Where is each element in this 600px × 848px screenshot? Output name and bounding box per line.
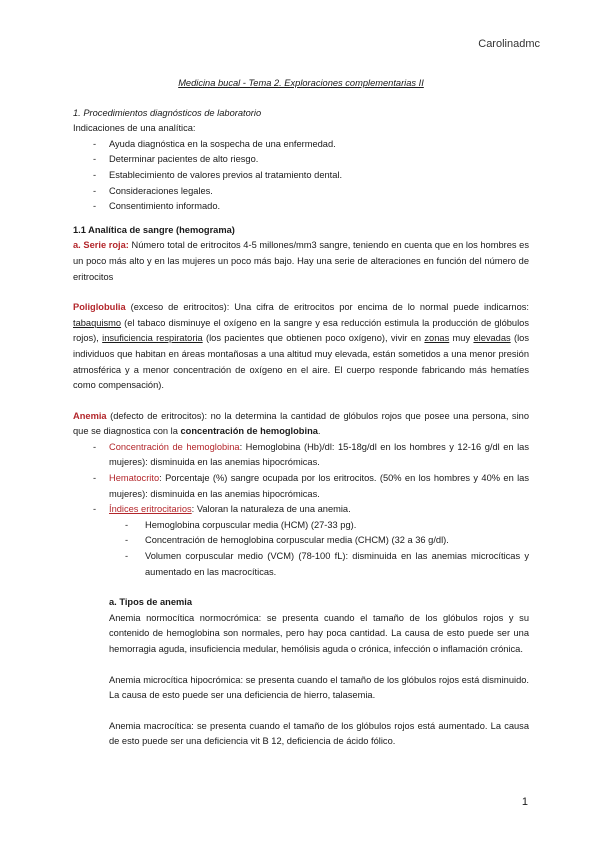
list-item: - Concentración de hemoglobina corpuscular media (CHCM) (32 a 36 g/dl). — [125, 533, 529, 549]
section-1-intro: Indicaciones de una analítica: — [73, 123, 196, 134]
param-text: : Hemoglobina (Hb)/dl: 15-18g/dl en los hombres y 12-16 g/dl en las mujeres): disminuida en las anemias hipocrómicas. — [109, 441, 529, 468]
param-label: Índices eritrocitarios — [109, 504, 192, 515]
author-header: Carolinadmc — [478, 38, 540, 50]
list-item — [93, 502, 529, 580]
anemia-text: (defecto de eritrocitos): no la determina la cantidad de glóbulos rojos que posee una persona, sino que se diagnostica con la — [73, 410, 529, 437]
serie-roja-label: a. Serie roja: — [73, 240, 129, 251]
list-item: - Determinar pacientes de alto riesgo. — [93, 152, 529, 168]
underlined-term: insuficiencia respiratoria — [102, 333, 203, 344]
underlined-term: elevadas — [473, 333, 511, 344]
param-text: : Porcentaje (%) sangre ocupada por los eritrocitos. (50% en los hombres y 40% en las mujeres): disminuida en las anemias hipocrómicas. — [109, 473, 529, 499]
indications-list — [73, 137, 529, 215]
anemia-paragraph — [73, 409, 529, 440]
anemia-microcitica-paragraph: Anemia microcítica hipocrómica: se presenta cuando el tamaño de los glóbulos rojos está disminuido. La causa de esto puede ser una deficiencia de hierro, talasemia. — [109, 674, 529, 701]
anemia-text: . — [317, 426, 321, 437]
section-1-number: 1 — [73, 107, 79, 118]
poliglobulia-text: (los individuos que habitan en áreas montañosas a una altitud muy elevada, están sometidos a una menor presión atmosférica y a menor concentración de oxígeno en el aire. El cuerpo responde fabricando más hematíes como compensación). — [73, 333, 529, 391]
page-number: 1 — [521, 796, 528, 808]
page-content — [73, 76, 529, 750]
serie-roja-text: Número total de eritrocitos 4-5 millones/mm3 sangre, teniendo en cuenta que en los hombres es un poco más alto y en las mujeres un poco más bajo. Hay una serie de alteraciones en función del número de eritrocitos — [73, 240, 530, 282]
list-item: - Consentimiento informado. — [93, 199, 529, 215]
poliglobulia-term: Poliglobulia — [73, 302, 126, 313]
section-1-title-text: . Procedimientos diagnósticos de laboratorio — [78, 107, 262, 118]
anemia-normocitica-paragraph: Anemia normocítica normocrómica: se presenta cuando el tamaño de los glóbulos rojos y su contenido de hemoglobina son normales, pero hay poca cantidad. La causa de esto puede ser una hemorragia aguda, insuficiencia medular, hemólisis aguda o crónica, infección o inflamación crónica. — [109, 612, 529, 654]
tipos-anemia-section — [73, 595, 529, 750]
document-title: Medicina bucal - Tema 2. Exploraciones complementarias II — [178, 78, 424, 88]
poliglobulia-text: muy — [449, 333, 474, 344]
poliglobulia-paragraph — [73, 300, 529, 394]
poliglobulia-text: (exceso de eritrocitos): Una cifra de eritrocitos por encima de lo normal puede indicarnos: — [125, 302, 529, 313]
list-item: - Volumen corpuscular medio (VCM) (78-100 fL): disminuida en las anemias microcíticas y aumentado en las macrocíticas. — [125, 549, 529, 580]
underlined-term: tabaquismo — [73, 317, 122, 328]
tipos-anemia-title: a. Tipos de anemia — [109, 597, 193, 608]
anemia-bold-term: concentración de hemoglobina — [180, 426, 318, 437]
param-label: Hematocrito — [109, 473, 160, 484]
param-text: : Valoran la naturaleza de una anemia. — [191, 504, 351, 515]
anemia-params-list — [73, 440, 529, 580]
section-1-title — [73, 106, 529, 122]
param-label: Concentración de hemoglobina — [109, 441, 240, 452]
list-item: - Consideraciones legales. — [93, 184, 529, 200]
list-item: - Establecimiento de valores previos al tratamiento dental. — [93, 168, 529, 184]
anemia-term: Anemia — [73, 410, 107, 421]
list-item — [93, 440, 529, 471]
poliglobulia-text: (el tabaco disminuye el oxígeno en la sangre y esa reducción estimula la producción de glóbulos rojos), — [73, 317, 529, 344]
underlined-term: zonas — [424, 333, 450, 344]
serie-roja-paragraph — [73, 238, 529, 285]
list-item: - Ayuda diagnóstica en la sospecha de una enfermedad. — [93, 137, 529, 153]
list-item — [93, 471, 529, 502]
subsection-title: 1.1 Analítica de sangre (hemograma) — [73, 224, 235, 235]
poliglobulia-text: (los pacientes que obtienen poco oxígeno), vivir en — [202, 333, 425, 344]
list-item: - Hemoglobina corpuscular media (HCM) (27-33 pg). — [125, 518, 529, 534]
indices-list — [109, 518, 529, 580]
anemia-macrocitica-paragraph: Anemia macrocítica: se presenta cuando el tamaño de los glóbulos rojos está aumentado. La causa de esto puede ser una deficiencia vit B 12, deficiencia de ácido fólico. — [109, 720, 529, 747]
